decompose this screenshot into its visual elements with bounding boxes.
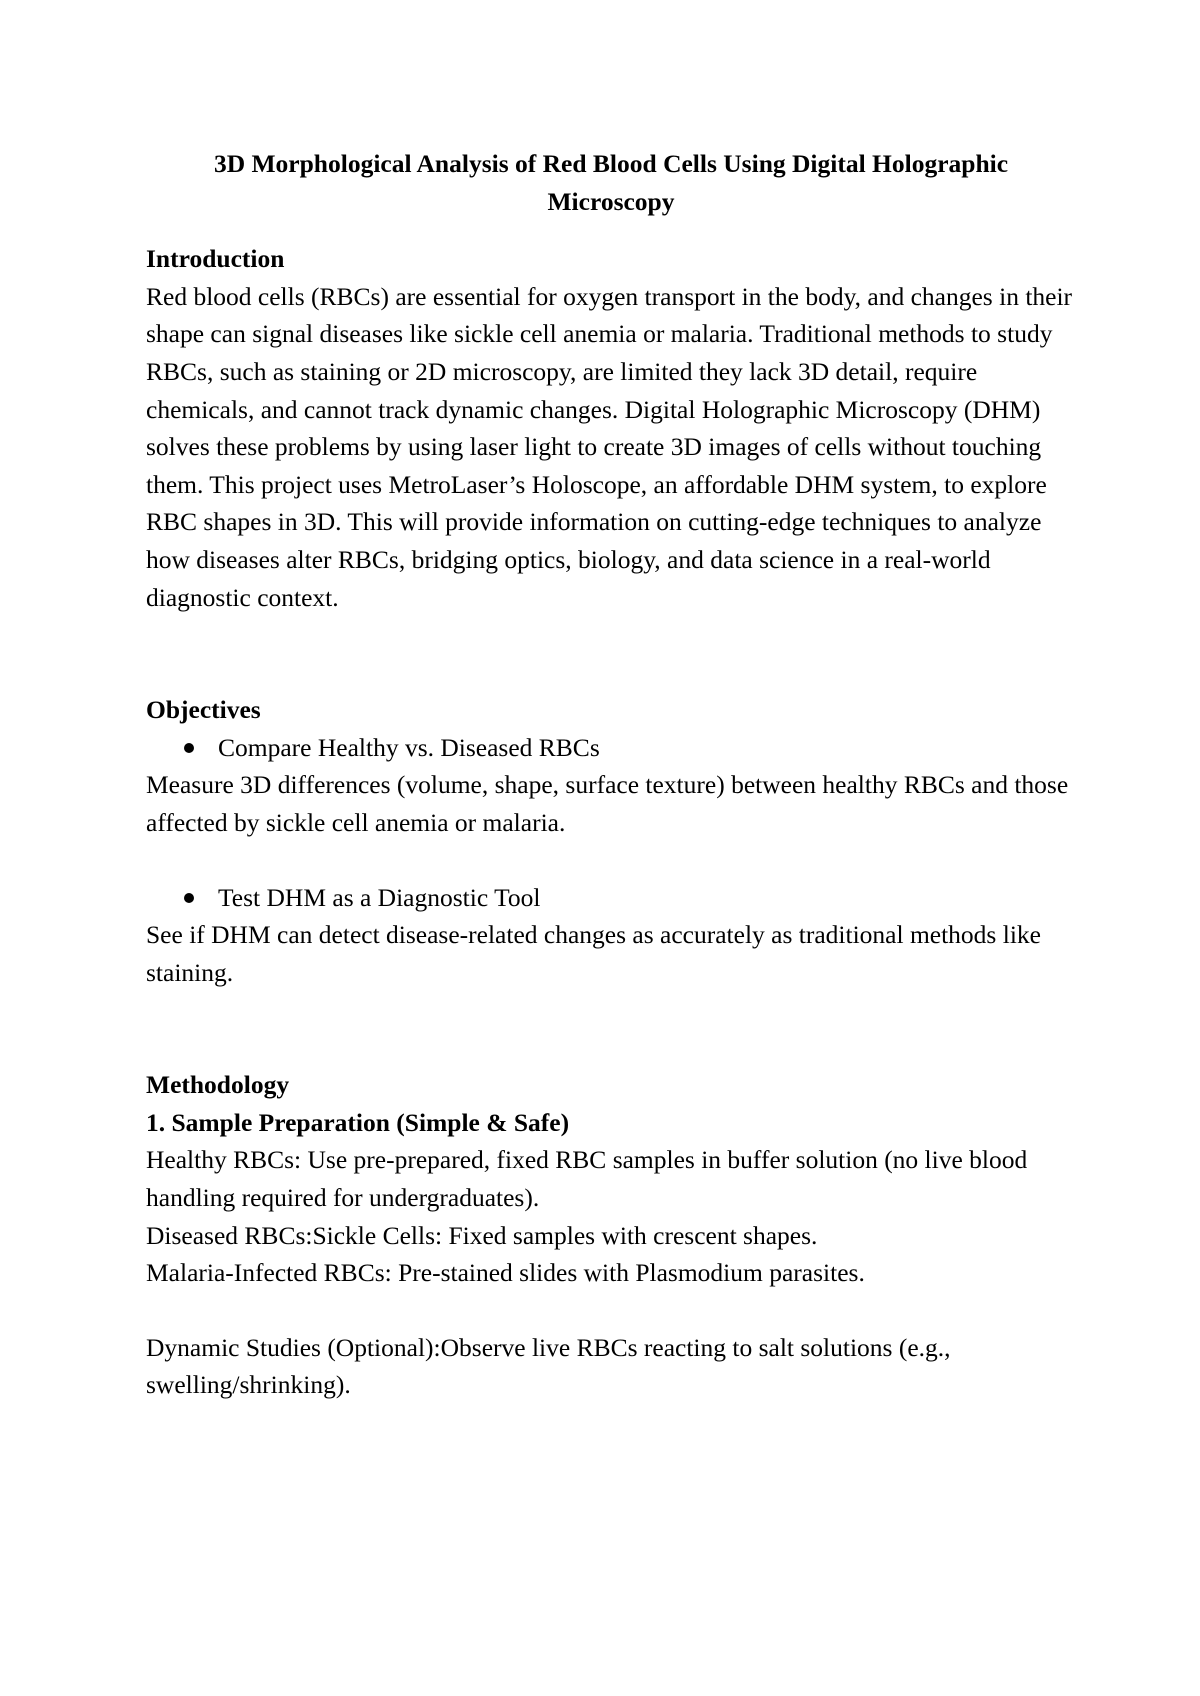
introduction-heading: Introduction <box>146 244 285 274</box>
objective-bullet-item <box>146 729 1076 767</box>
objective-bullet-item <box>146 879 1076 917</box>
methodology-line: Malaria-Infected RBCs: Pre-stained slides with Plasmodium parasites. <box>146 1258 865 1288</box>
dynamic-studies-paragraph: Dynamic Studies (Optional):Observe live RBCs reacting to salt solutions (e.g., swelling/shrinking). <box>146 1332 951 1400</box>
methodology-line: Diseased RBCs:Sickle Cells: Fixed samples with crescent shapes. <box>146 1220 818 1250</box>
methodology-heading: Methodology <box>146 1070 290 1100</box>
document-body <box>146 145 1076 1404</box>
section-spacer <box>146 616 1076 691</box>
objectives-heading: Objectives <box>146 695 261 725</box>
objective-list <box>146 879 1076 917</box>
introduction-paragraph: Red blood cells (RBCs) are essential for oxygen transport in the body, and changes in their shape can signal diseases like sickle cell anemia or malaria. Traditional methods to study RBCs, such as staining or 2D microscopy, are limited they lack 3D detail, require chemicals, and cannot track dynamic changes. Digital Holographic Microscopy (DHM) solves these problems by using laser light to create 3D images of cells without touching them. This project uses MetroLaser’s Holoscope, an affordable DHM system, to explore RBC shapes in 3D. This will provide information on cutting-edge techniques to analyze how diseases alter RBCs, bridging optics, biology, and data science in a real-world diagnostic context. <box>146 281 1073 612</box>
section-spacer <box>146 991 1076 1066</box>
objective-list <box>146 729 1076 767</box>
paragraph-spacer <box>146 1292 1076 1329</box>
bullet-icon <box>184 743 194 753</box>
paragraph-spacer <box>146 842 1076 879</box>
objective-bullet-label: Test DHM as a Diagnostic Tool <box>218 882 541 912</box>
bullet-icon <box>184 893 194 903</box>
methodology-line: Healthy RBCs: Use pre-prepared, fixed RBC samples in buffer solution (no live blood handling required for undergraduates). <box>146 1145 1028 1213</box>
document-title: 3D Morphological Analysis of Red Blood Cells Using Digital Holographic Microscopy <box>213 149 1009 216</box>
objective-description: See if DHM can detect disease-related changes as accurately as traditional methods like staining. <box>146 920 1041 987</box>
objective-description: Measure 3D differences (volume, shape, surface texture) between healthy RBCs and those affected by sickle cell anemia or malaria. <box>146 770 1069 837</box>
objective-bullet-label: Compare Healthy vs. Diseased RBCs <box>218 732 600 762</box>
methodology-subheading: 1. Sample Preparation (Simple & Safe) <box>146 1107 570 1137</box>
